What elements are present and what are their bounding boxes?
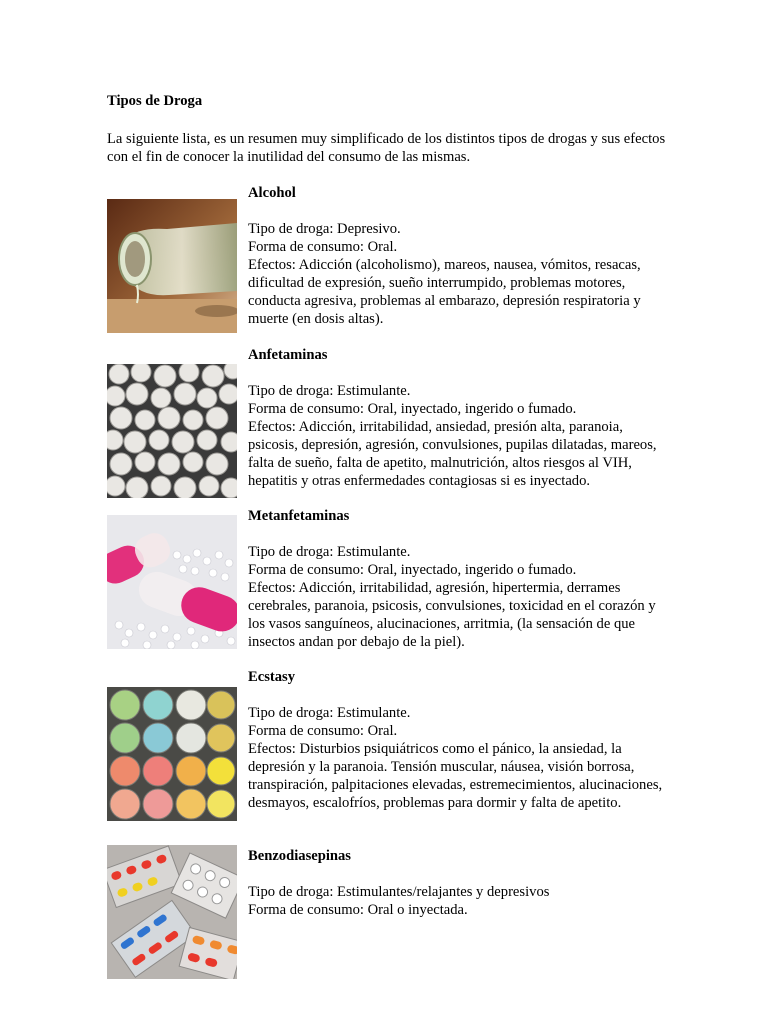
alcohol-text	[248, 184, 673, 328]
anfetaminas-photo	[107, 364, 237, 498]
metanfetaminas-efectos: Efectos: Adicción, irritabilidad, agresión, hipertermia, derrames cerebrales, paranoia, psicosis, convulsiones, toxicidad en el corazón y los vasos sanguíneos, alucinaciones, arritmia, (la sensación de que insectos andan por debajo de la piel).	[248, 580, 656, 650]
alcohol-heading: Alcohol	[248, 185, 296, 201]
anfetaminas-heading: Anfetaminas	[248, 347, 328, 363]
metanfetaminas-forma: Forma de consumo: Oral, inyectado, ingerido o fumado.	[248, 562, 577, 578]
colored-tablets-image	[107, 687, 237, 821]
ecstasy-forma: Forma de consumo: Oral.	[248, 723, 398, 739]
ecstasy-efectos: Efectos: Disturbios psiquiátricos como el pánico, la ansiedad, la depresión y la paranoia. Tensión muscular, náusea, visión borrosa, transpiración, palpitaciones elevadas, estremecimientos, alucinaciones, desmayos, escalofríos, problemas para dormir y falta de apetito.	[248, 741, 663, 811]
white-pills-image	[107, 364, 237, 498]
metanfetaminas-text	[248, 507, 673, 651]
anfetaminas-tipo: Tipo de droga: Estimulante.	[248, 383, 411, 399]
ecstasy-tipo: Tipo de droga: Estimulante.	[248, 705, 411, 721]
metanfetaminas-photo	[107, 515, 237, 649]
alcohol-efectos: Efectos: Adicción (alcoholismo), mareos, nausea, vómitos, resacas, dificultad de expresión, sueño interrumpido, problemas motores, conducta agresiva, problemas al embarazo, depresión respiratoria y muerte (en dosis altas).	[248, 257, 641, 327]
alcohol-photo	[107, 199, 237, 333]
alcohol-bottle-image	[107, 199, 237, 333]
benzodiasepinas-photo	[107, 845, 237, 979]
benzodiasepinas-tipo: Tipo de droga: Estimulantes/relajantes y depresivos	[248, 884, 550, 900]
anfetaminas-text	[248, 346, 673, 490]
benzodiasepinas-forma: Forma de consumo: Oral o inyectada.	[248, 902, 468, 918]
ecstasy-text	[248, 668, 673, 812]
blister-packs-image	[107, 845, 237, 979]
anfetaminas-forma: Forma de consumo: Oral, inyectado, ingerido o fumado.	[248, 401, 577, 417]
anfetaminas-efectos: Efectos: Adicción, irritabilidad, ansiedad, presión alta, paranoia, psicosis, depresión, agresión, convulsiones, pupilas dilatadas, mareos, falta de sueño, falta de apetito, malnutrición, altos riesgos al VIH, hepatitis y otras enfermedades contagiosas si es inyectado.	[248, 419, 657, 489]
ecstasy-heading: Ecstasy	[248, 669, 296, 685]
benzodiasepinas-heading: Benzodiasepinas	[248, 848, 351, 864]
alcohol-tipo: Tipo de droga: Depresivo.	[248, 221, 401, 237]
alcohol-forma: Forma de consumo: Oral.	[248, 239, 398, 255]
ecstasy-photo	[107, 687, 237, 821]
intro-paragraph: La siguiente lista, es un resumen muy simplificado de los distintos tipos de drogas y sus efectos con el fin de conocer la inutilidad del consumo de las mismas.	[107, 131, 666, 165]
metanfetaminas-tipo: Tipo de droga: Estimulante.	[248, 544, 411, 560]
document-title: Tipos de Droga	[107, 93, 203, 109]
pink-capsules-image	[107, 515, 237, 649]
metanfetaminas-heading: Metanfetaminas	[248, 508, 350, 524]
benzodiasepinas-text	[248, 847, 673, 919]
